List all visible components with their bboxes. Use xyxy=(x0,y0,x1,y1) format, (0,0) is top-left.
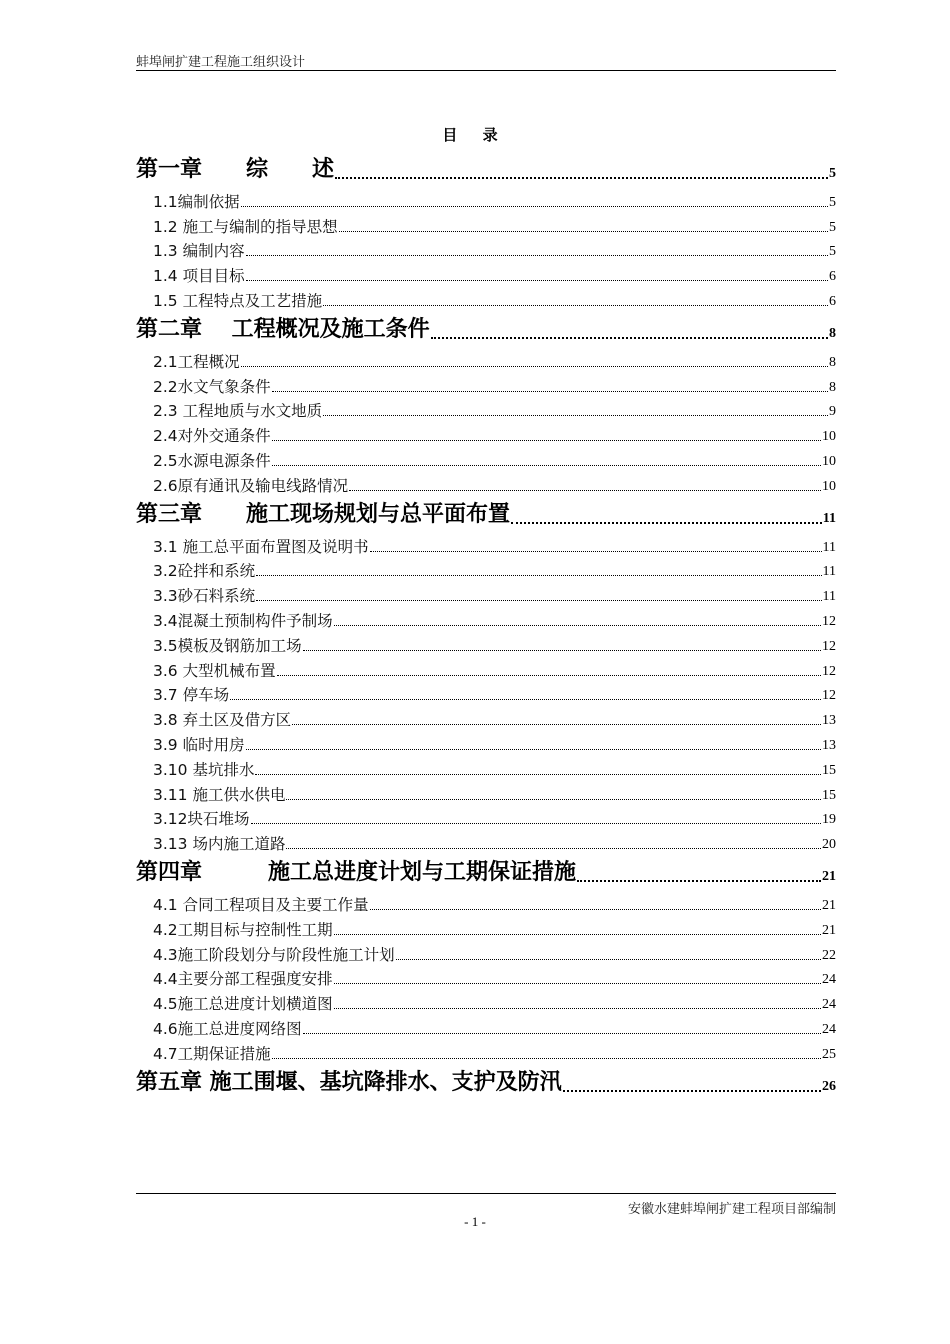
toc-entry-page: 26 xyxy=(822,1078,836,1094)
toc-entry-page: 11 xyxy=(822,539,836,555)
toc-dot-leader xyxy=(272,1058,821,1059)
toc-section-entry[interactable] xyxy=(136,346,836,371)
toc-section-entry[interactable] xyxy=(136,580,836,605)
toc-entry-page: 24 xyxy=(822,1021,836,1037)
toc-entry-page: 9 xyxy=(829,404,836,420)
toc-entry-label: 第三章 施工现场规划与总平面布置 xyxy=(136,501,511,527)
toc-dot-leader xyxy=(303,650,821,651)
toc-entry-label: 3.2砼拌和系统 xyxy=(153,562,256,581)
toc-entry-label: 4.7工期保证措施 xyxy=(153,1044,271,1063)
toc-entry-page: 13 xyxy=(822,713,836,729)
toc-section-entry[interactable] xyxy=(136,988,836,1013)
toc-entry-page: 5 xyxy=(829,219,836,235)
toc-dot-leader xyxy=(370,551,822,552)
toc-entry-label: 3.6 大型机械布置 xyxy=(153,661,276,680)
toc-dot-leader xyxy=(255,774,821,775)
table-of-contents xyxy=(136,150,836,1099)
toc-entry-label: 3.10 基坑排水 xyxy=(153,760,255,779)
toc-dot-leader xyxy=(370,909,821,910)
toc-dot-leader xyxy=(396,959,821,960)
toc-section-entry[interactable] xyxy=(136,260,836,285)
toc-dot-leader xyxy=(286,848,821,849)
toc-entry-page: 5 xyxy=(829,166,836,181)
toc-entry-page: 13 xyxy=(822,737,836,753)
toc-section-entry[interactable] xyxy=(136,779,836,804)
toc-dot-leader xyxy=(334,625,821,626)
toc-section-entry[interactable] xyxy=(136,1038,836,1063)
toc-entry-label: 2.1工程概况 xyxy=(153,352,240,371)
toc-entry-page: 21 xyxy=(822,869,836,885)
toc-dot-leader xyxy=(431,337,828,339)
toc-chapter-entry[interactable] xyxy=(136,310,836,346)
toc-dot-leader xyxy=(286,799,821,800)
toc-section-entry[interactable] xyxy=(136,680,836,705)
toc-chapter-entry[interactable] xyxy=(136,150,836,186)
toc-entry-page: 6 xyxy=(829,269,836,285)
toc-dot-leader xyxy=(349,490,821,491)
toc-dot-leader xyxy=(334,983,821,984)
toc-entry-label: 3.13 场内施工道路 xyxy=(153,835,286,854)
toc-dot-leader xyxy=(241,206,828,207)
toc-dot-leader xyxy=(246,255,828,256)
toc-entry-label: 2.5水源电源条件 xyxy=(153,451,271,470)
toc-entry-page: 5 xyxy=(829,194,836,210)
footer-divider xyxy=(136,1193,836,1194)
toc-section-entry[interactable] xyxy=(136,729,836,754)
toc-section-entry[interactable] xyxy=(136,186,836,211)
toc-entry-page: 21 xyxy=(822,922,836,938)
toc-section-entry[interactable] xyxy=(136,211,836,236)
toc-section-entry[interactable] xyxy=(136,285,836,310)
toc-entry-page: 12 xyxy=(822,638,836,654)
toc-dot-leader xyxy=(277,675,821,676)
page-footer: 安徽水建蚌埠闸扩建工程项目部编制 xyxy=(627,1202,836,1217)
toc-dot-leader xyxy=(334,1008,821,1009)
toc-section-entry[interactable] xyxy=(136,531,836,556)
toc-entry-page: 11 xyxy=(822,510,836,526)
toc-section-entry[interactable] xyxy=(136,630,836,655)
toc-entry-label: 3.1 施工总平面布置图及说明书 xyxy=(153,537,369,556)
toc-entry-label: 3.7 停车场 xyxy=(153,686,230,705)
toc-entry-page: 21 xyxy=(822,897,836,913)
toc-dot-leader xyxy=(241,366,828,367)
toc-section-entry[interactable] xyxy=(136,371,836,396)
toc-dot-leader xyxy=(246,280,828,281)
toc-entry-page: 8 xyxy=(829,354,836,370)
toc-entry-label: 第二章 工程概况及施工条件 xyxy=(136,316,430,342)
toc-chapter-entry[interactable] xyxy=(136,853,836,889)
toc-chapter-entry[interactable] xyxy=(136,495,836,531)
toc-section-entry[interactable] xyxy=(136,939,836,964)
toc-entry-page: 11 xyxy=(822,564,836,580)
toc-dot-leader xyxy=(272,391,828,392)
toc-dot-leader xyxy=(251,823,821,824)
toc-entry-label: 4.6施工总进度网络图 xyxy=(153,1019,302,1038)
toc-dot-leader xyxy=(230,699,821,700)
toc-entry-page: 11 xyxy=(822,589,836,605)
toc-entry-label: 3.9 临时用房 xyxy=(153,735,245,754)
toc-entry-label: 4.4主要分部工程强度安排 xyxy=(153,970,333,989)
toc-dot-leader xyxy=(272,465,821,466)
toc-section-entry[interactable] xyxy=(136,236,836,261)
toc-section-entry[interactable] xyxy=(136,420,836,445)
toc-section-entry[interactable] xyxy=(136,396,836,421)
toc-entry-page: 10 xyxy=(822,453,836,469)
toc-section-entry[interactable] xyxy=(136,470,836,495)
toc-section-entry[interactable] xyxy=(136,445,836,470)
toc-entry-page: 5 xyxy=(829,244,836,260)
toc-dot-leader xyxy=(577,880,821,882)
toc-dot-leader xyxy=(323,305,828,306)
toc-entry-label: 3.3砂石料系统 xyxy=(153,587,256,606)
toc-section-entry[interactable] xyxy=(136,754,836,779)
toc-entry-label: 4.5施工总进度计划横道图 xyxy=(153,995,333,1014)
toc-title: 目 录 xyxy=(442,126,508,144)
toc-entry-label: 3.11 施工供水供电 xyxy=(153,785,286,804)
toc-dot-leader xyxy=(256,575,821,576)
toc-entry-label: 3.4混凝土预制构件予制场 xyxy=(153,611,333,630)
toc-entry-page: 20 xyxy=(822,837,836,853)
toc-entry-page: 8 xyxy=(829,325,836,341)
toc-entry-label: 第四章 施工总进度计划与工期保证措施 xyxy=(136,860,577,886)
toc-dot-leader xyxy=(339,231,828,232)
toc-section-entry[interactable] xyxy=(136,828,836,853)
toc-section-entry[interactable] xyxy=(136,889,836,914)
toc-section-entry[interactable] xyxy=(136,655,836,680)
toc-entry-label: 2.2水文气象条件 xyxy=(153,377,271,396)
toc-entry-page: 12 xyxy=(822,688,836,704)
toc-entry-label: 3.8 弃土区及借方区 xyxy=(153,711,292,730)
page-number: - 1 - xyxy=(464,1214,486,1229)
toc-dot-leader xyxy=(292,724,821,725)
toc-entry-page: 10 xyxy=(822,429,836,445)
toc-dot-leader xyxy=(563,1090,821,1092)
toc-entry-page: 24 xyxy=(822,972,836,988)
toc-entry-label: 第五章 施工围堰、基坑降排水、支护及防汛 xyxy=(136,1069,562,1095)
toc-entry-label: 2.6原有通讯及输电线路情况 xyxy=(153,476,349,495)
toc-entry-label: 4.1 合同工程项目及主要工作量 xyxy=(153,895,369,914)
toc-entry-page: 12 xyxy=(822,613,836,629)
toc-section-entry[interactable] xyxy=(136,914,836,939)
toc-dot-leader xyxy=(256,600,821,601)
page-header: 蚌埠闸扩建工程施工组织设计 xyxy=(136,55,306,70)
toc-entry-label: 4.3施工阶段划分与阶段性施工计划 xyxy=(153,945,395,964)
toc-section-entry[interactable] xyxy=(136,704,836,729)
toc-entry-label: 4.2工期目标与控制性工期 xyxy=(153,920,333,939)
toc-entry-page: 10 xyxy=(822,478,836,494)
toc-entry-page: 6 xyxy=(829,293,836,309)
toc-dot-leader xyxy=(335,177,828,179)
toc-section-entry[interactable] xyxy=(136,556,836,581)
toc-entry-label: 1.1编制依据 xyxy=(153,192,240,211)
toc-entry-page: 19 xyxy=(822,812,836,828)
toc-section-entry[interactable] xyxy=(136,1013,836,1038)
toc-dot-leader xyxy=(303,1033,821,1034)
toc-entry-page: 22 xyxy=(822,947,836,963)
toc-dot-leader xyxy=(334,934,821,935)
toc-entry-page: 15 xyxy=(822,787,836,803)
toc-entry-label: 第一章 综 述 xyxy=(136,157,335,182)
header-divider xyxy=(136,70,836,71)
toc-entry-label: 1.3 编制内容 xyxy=(153,242,245,261)
toc-entry-label: 2.3 工程地质与水文地质 xyxy=(153,402,323,421)
toc-entry-page: 24 xyxy=(822,997,836,1013)
toc-dot-leader xyxy=(511,522,822,524)
toc-chapter-entry[interactable] xyxy=(136,1063,836,1099)
toc-entry-label: 1.2 施工与编制的指导思想 xyxy=(153,217,338,236)
toc-section-entry[interactable] xyxy=(136,964,836,989)
toc-section-entry[interactable] xyxy=(136,804,836,829)
toc-entry-label: 3.12块石堆场 xyxy=(153,810,250,829)
toc-entry-label: 1.5 工程特点及工艺措施 xyxy=(153,291,323,310)
toc-entry-page: 25 xyxy=(822,1046,836,1062)
toc-entry-page: 8 xyxy=(829,379,836,395)
toc-entry-label: 2.4对外交通条件 xyxy=(153,427,271,446)
toc-dot-leader xyxy=(246,749,821,750)
toc-entry-page: 12 xyxy=(822,663,836,679)
toc-entry-label: 1.4 项目目标 xyxy=(153,267,245,286)
toc-entry-page: 15 xyxy=(822,762,836,778)
toc-entry-label: 3.5模板及钢筋加工场 xyxy=(153,636,302,655)
toc-section-entry[interactable] xyxy=(136,605,836,630)
toc-dot-leader xyxy=(323,415,828,416)
toc-dot-leader xyxy=(272,440,821,441)
